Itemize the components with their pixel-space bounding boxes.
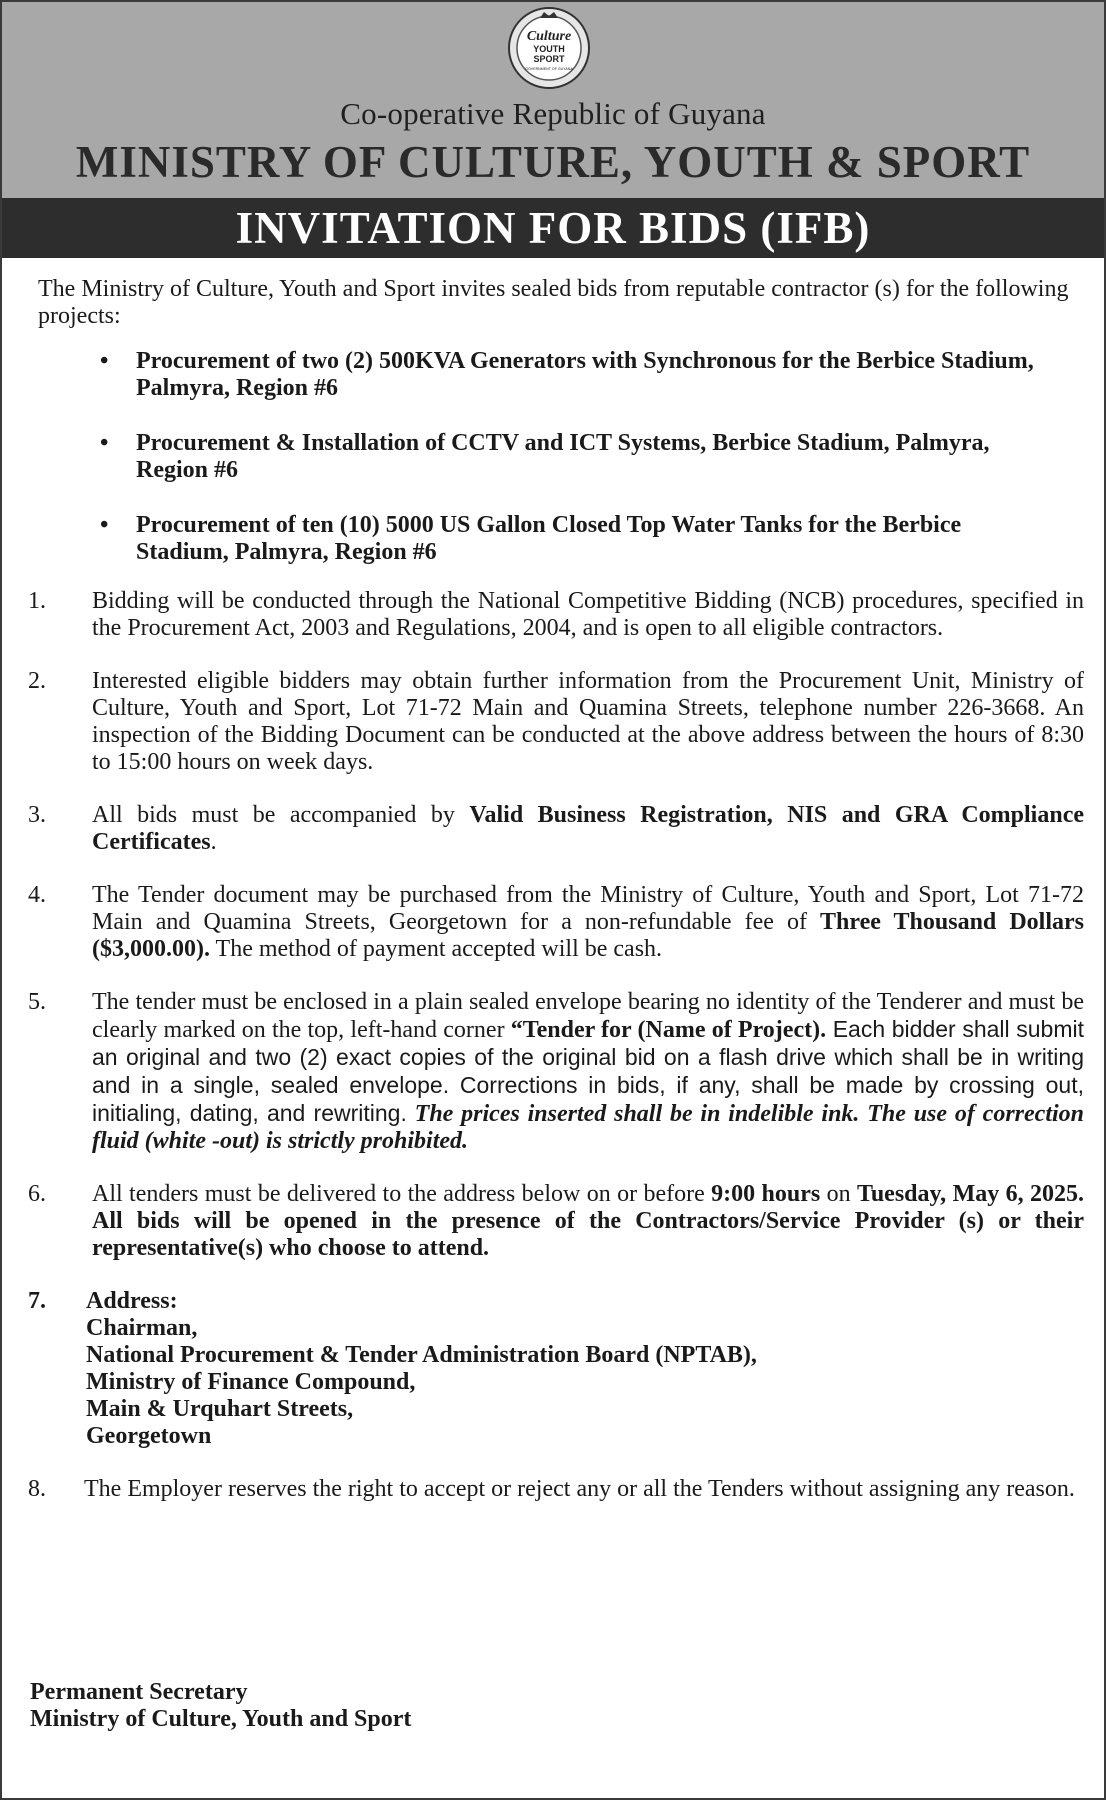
- country-name: Co-operative Republic of Guyana: [340, 96, 766, 131]
- logo-line-3: SPORT: [533, 54, 565, 64]
- clause-4: [28, 882, 1084, 963]
- ink-warning: The prices inserted shall be in indelible ink. The use of correction fluid (white -out) is strictly prohibited.: [92, 1101, 1084, 1154]
- project-item: • Procurement of ten (10) 5000 US Gallon Closed Top Water Tanks for the Berbice Stadium, Palmyra, Region #6: [100, 512, 1084, 566]
- clause-text-end: .: [210, 829, 217, 855]
- clause-number: 4.: [28, 882, 46, 908]
- logo-line-1: Culture: [526, 29, 572, 44]
- clause-text-end: The method of payment accepted will be cash.: [209, 936, 663, 962]
- clause-5: [28, 989, 1084, 1155]
- clause-text: Bidding will be conducted through the National Competitive Bidding (NCB) procedures, specified in the Procurement Act, 2003 and Regulations, 2004, and is open to all eligible contractors.: [92, 588, 1084, 641]
- clause-text: The Tender document may be purchased from the Ministry of Culture, Youth and Sport, Lot 71-72 Main and Quamina Streets, Georgetown for a non-refundable fee of: [92, 882, 1084, 935]
- clause-text-mid: on: [820, 1181, 858, 1207]
- deadline-date: Tuesday, May 6, 2025. All bids will be opened in the presence of the Contractors/Service Provider (s) or their representative(s) who choose to attend.: [92, 1181, 1085, 1261]
- tender-fee: Three Thousand Dollars ($3,000.00).: [92, 909, 1085, 962]
- clause-number: 1.: [28, 588, 46, 614]
- address-line: Chairman,: [86, 1315, 198, 1341]
- logo-line-2: YOUTH: [533, 44, 565, 54]
- address-line: Georgetown: [86, 1423, 212, 1449]
- ministry-logo: [507, 6, 591, 90]
- clause-3: [28, 802, 1084, 856]
- clause-text: All bids must be accompanied by: [92, 802, 470, 828]
- clause-7-address: [28, 1288, 1084, 1450]
- signatory-title: Permanent Secretary: [30, 1679, 248, 1705]
- clause-text: Interested eligible bidders may obtain further information from the Procurement Unit, Ministry of Culture, Youth and Sport, Lot 71-72 Main and Quamina Streets, telephone number 226-3668. An inspection of the Bidding Document can be conducted at the above address between the hours of 8:30 to 15:00 hours on week days.: [92, 668, 1084, 775]
- clause-number: 6.: [28, 1181, 46, 1207]
- notice-title: INVITATION FOR BIDS (IFB): [2, 198, 1104, 258]
- project-list: [28, 348, 1084, 566]
- address-line: Ministry of Finance Compound,: [86, 1369, 416, 1395]
- masthead: [2, 2, 1104, 198]
- clause-text: All tenders must be delivered to the address below on or before: [92, 1181, 712, 1207]
- clause-8: [28, 1476, 1084, 1503]
- envelope-marking: “Tender for (Name of Project).: [510, 1017, 827, 1043]
- ministry-name: MINISTRY OF CULTURE, YOUTH & SPORT: [75, 137, 1031, 187]
- address-line: National Procurement & Tender Administration Board (NPTAB),: [86, 1342, 757, 1368]
- logo-line-4: GOVERNMENT OF GUYANA: [525, 67, 573, 71]
- clause-text: The Employer reserves the right to accept or reject any or all the Tenders without assigning any reason.: [84, 1476, 1075, 1502]
- clause-2: [28, 668, 1084, 776]
- address-line: Main & Urquhart Streets,: [86, 1396, 354, 1422]
- ministry-logo-icon: [507, 6, 591, 90]
- clause-text: The tender must be enclosed in a plain sealed envelope bearing no identity of the Tenderer and must be clearly marked on the top, left-hand corner: [92, 989, 1084, 1043]
- clause-6: [28, 1181, 1084, 1262]
- signatory-organization: Ministry of Culture, Youth and Sport: [30, 1706, 412, 1732]
- project-item: • Procurement & Installation of CCTV and ICT Systems, Berbice Stadium, Palmyra, Region #6: [100, 430, 1084, 484]
- clause-number: 8.: [28, 1476, 46, 1502]
- clause-number: 5.: [28, 989, 46, 1015]
- deadline-time: 9:00 hours: [711, 1181, 821, 1207]
- clause-number: 7.: [28, 1288, 46, 1314]
- notice-body: [28, 276, 1084, 1529]
- clause-number: 2.: [28, 668, 46, 694]
- clause-1: [28, 588, 1084, 642]
- signature-block: [30, 1679, 411, 1733]
- address-heading: Address:: [86, 1288, 178, 1314]
- clause-number: 3.: [28, 802, 46, 828]
- submission-instructions: Each bidder shall submit an original and two (2) exact copies of the original bid on a flash drive which shall be in writing and in a single, sealed envelope. Corrections in bids, if any, shall be made by crossing out, initialing, dating, and rewriting.: [92, 1016, 1084, 1126]
- intro-paragraph: The Ministry of Culture, Youth and Sport invites sealed bids from reputable contractor (s) for the following projects:: [38, 276, 1069, 329]
- required-certificates: Valid Business Registration, NIS and GRA Compliance Certificates: [92, 802, 1084, 855]
- project-item: • Procurement of two (2) 500KVA Generators with Synchronous for the Berbice Stadium, Palmyra, Region #6: [100, 348, 1084, 402]
